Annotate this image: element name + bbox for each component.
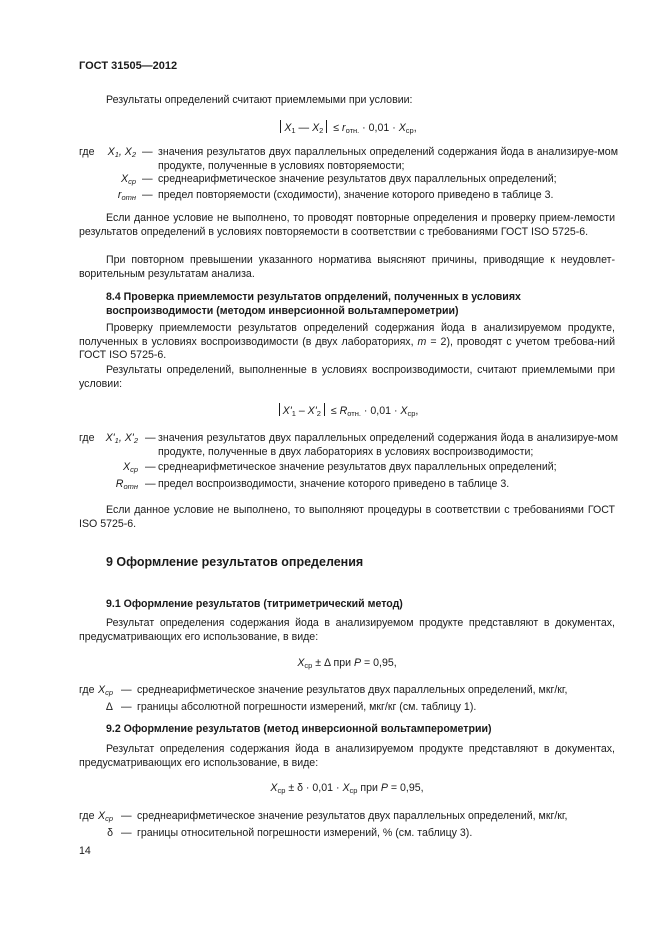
where-label: где [79, 432, 95, 444]
definition: значения результатов двух параллельных определений содержания йода в анализируе-мом продукте, полученные в условиях повторяемости; [158, 146, 618, 172]
dash: — [145, 478, 156, 490]
formula-repeatability: $X_1$ — $X_2 \le r_{отн.} \cdot 0,01 \cdot X_{ср}$, [79, 120, 615, 136]
section-9-1-heading: 9.1 Оформление результатов (титриметрический метод) [106, 598, 403, 610]
dash: — [142, 173, 153, 185]
paragraph: Результат определения содержания йода в анализируемом продукте представляют в документах, предусматривающих его использование, в виде: [79, 617, 615, 643]
definition: среднеарифметическое значение результатов двух параллельных определений, мкг/кг, [137, 810, 568, 822]
symbol: $r_{отн}$ [117, 189, 136, 202]
definition: среднеарифметическое значение результатов двух параллельных определений; [158, 461, 557, 473]
dash: — [145, 432, 156, 444]
definition: предел воспроизводимости, значение которого приведено в таблице 3. [158, 478, 510, 490]
paragraph: Результаты определений, выполненные в условиях воспроизводимости, считают приемлемыми при условии: [79, 364, 615, 390]
where-label: где [79, 810, 95, 822]
section-9-2-heading: 9.2 Оформление результатов (метод инверсионной вольтамперометрии) [106, 723, 492, 735]
definition: предел повторяемости (сходимости), значение которого приведено в таблице 3. [158, 189, 554, 201]
symbol: $X_1$, $X_2$ [107, 146, 136, 159]
document-header: ГОСТ 31505—2012 [79, 60, 178, 72]
where-label: где [79, 684, 95, 696]
symbol: $R_{отн}$ [115, 478, 138, 491]
symbol: $X_{ср}$ [98, 684, 113, 697]
paragraph: Результат определения содержания йода в анализируемом продукте представляют в документах, предусматривающих его использование, в виде: [79, 743, 615, 769]
dash: — [142, 189, 153, 201]
symbol: δ [107, 827, 113, 839]
paragraph: При повторном превышении указанного норматива выясняют причины, приводящие к неудовлет-ворительным результатам анализа. [79, 254, 615, 280]
definition: среднеарифметическое значение результатов двух параллельных определений, мкг/кг, [137, 684, 568, 696]
paragraph: Если данное условие не выполнено, то проводят повторные определения и проверку прием-лемости результатов определений в условиях повторяемости в соответствии с требованиями ГОСТ ISO 5725-6. [79, 212, 615, 238]
section-8-4-heading: 8.4 Проверка приемлемости результатов опрделений, полученных в условиях воспроизводимости (методом инверсионной вольтамперометрии) [106, 291, 521, 317]
definition: границы абсолютной погрешности измерений, мкг/кг (см. таблицу 1). [137, 701, 477, 713]
symbol: $X_{ср}$ [123, 461, 138, 474]
dash: — [121, 701, 132, 713]
dash: — [121, 810, 132, 822]
dash: — [142, 146, 153, 158]
formula-reproducibility: $X'_1 - X'_2 \le R_{отн.} \cdot 0,01 \cdot X_{ср}$, [79, 403, 615, 419]
paragraph: Проверку приемлемости результатов определений содержания йода в анализируемом продукте, полученных в условиях воспроизводимости (в двух лабораториях, m = 2), проводят с учетом требова-ний ГОСТ ISO 5725-6. [79, 322, 615, 362]
formula-result-titrimetric: $X_{ср} \pm \Delta$ при P = 0,95, [297, 657, 397, 670]
symbol: $X_{ср}$ [121, 173, 136, 186]
dash: — [121, 827, 132, 839]
page-number: 14 [79, 845, 91, 857]
dash: — [145, 461, 156, 473]
definition: значения результатов двух параллельных определений содержания йода в анализируе-мом продукте, полученные в двух лабораториях в условиях воспроизводимости; [158, 432, 618, 458]
section-9-heading: 9 Оформление результатов определения [106, 555, 364, 569]
where-label: где [79, 146, 95, 158]
paragraph: Если данное условие не выполнено, то выполняют процедуры в соответствии с требованиями ГОСТ ISO 5725-6. [79, 504, 615, 530]
paragraph: Результаты определений считают приемлемыми при условии: [106, 94, 413, 106]
dash: — [121, 684, 132, 696]
definition: среднеарифметическое значение результатов двух параллельных определений; [158, 173, 557, 185]
symbol: Δ [105, 701, 113, 713]
formula-result-voltammetry: $X_{ср} \pm \delta \cdot 0,01 \cdot X_{ср}$ при P = 0,95, [270, 782, 424, 795]
symbol: $X'_1$, $X'_2$ [105, 432, 138, 445]
definition: границы относительной погрешности измерений, % (см. таблицу 3). [137, 827, 473, 839]
symbol: $X_{ср}$ [98, 810, 113, 823]
